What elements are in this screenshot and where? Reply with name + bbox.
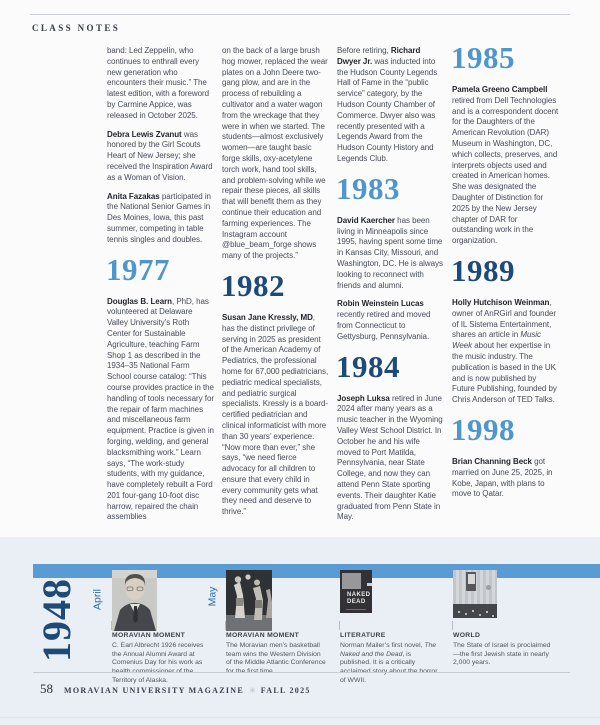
timeline-photo-assembly xyxy=(453,570,497,618)
issue-label: FALL 2025 xyxy=(260,686,311,695)
text-run: The State of Israel is proclaimed—the first Jewish state in nearly 2,000 years. xyxy=(453,641,551,667)
text-run: retired in June 2024 after many years as a music teacher in the Wyoming Valley West School District. In October he and his wife moved to Port Matilda, Pennsylvania, near State College, and now they can attend Penn State sporting events. Their daughter Katie graduated from Penn State in May. xyxy=(337,393,443,522)
page-edge-line xyxy=(0,717,600,718)
text-run: Before retiring, xyxy=(337,46,391,55)
footer-separator-icon: ✳ xyxy=(248,686,256,695)
year-heading-1985: 1985 xyxy=(451,40,515,75)
timeline-caption-text xyxy=(112,642,214,686)
person-name: Holly Hutchison Weinman xyxy=(452,297,550,307)
class-note-paragraph xyxy=(337,299,444,342)
timeline-caption xyxy=(340,632,442,686)
italic-title: Music Week xyxy=(452,330,541,351)
timeline-caption xyxy=(112,632,214,686)
timeline-photo-book-cover xyxy=(340,570,372,613)
text-run: recently retired and moved from Connecticut to Gettysburg, Pennsylvania. xyxy=(337,310,431,341)
text-run: Norman Mailer’s first novel, xyxy=(340,641,425,649)
year-heading-1983: 1983 xyxy=(336,170,400,206)
person-name: Brian Channing Beck xyxy=(452,456,532,466)
class-note-paragraph xyxy=(107,192,214,246)
book-cover-square xyxy=(342,573,361,589)
timeline-caption-text xyxy=(453,642,555,668)
italic-title: The Naked and the Dead xyxy=(340,641,437,658)
text-run: about her expertise in the music industry. The publication is based in the UK and is now published by Future Publishing, founded by Chris Anderson of TED Talks. xyxy=(452,341,557,405)
year-heading-1982: 1982 xyxy=(221,267,285,303)
timeline-month-april: April xyxy=(91,589,104,611)
text-run: The Moravian men’s basketball team wins the Western Division of the Middle Atlantic Conference for the first time. xyxy=(226,641,326,676)
timeline-entry xyxy=(340,570,442,684)
timeline-caption-text xyxy=(340,642,442,686)
class-note-paragraph xyxy=(222,46,329,262)
hall-banner xyxy=(466,572,476,591)
year-heading-1989: 1989 xyxy=(451,252,515,288)
timeline-entry xyxy=(453,570,555,680)
book-cover-title-line: NAKED xyxy=(347,592,371,598)
hall-crowd xyxy=(453,604,497,618)
year-heading-1998: 1998 xyxy=(451,411,515,447)
class-note-paragraph xyxy=(107,130,214,184)
hall-emblem xyxy=(486,585,491,590)
text-run: , PhD, has volunteered at Delaware Valley University’s Roth Center for Sustainable Agriculture, teaching Farm Shop 1 as described in the 1934–35 National Farm School course catalog: “This course provides practice in the handling of tools necessary for the repair of farm machines and miscellaneous farm equipment. Practice is given in forging, welding, and general blacksmithing work.” Learn says, “The work-study students, with my guidance, have completely rebuilt a Ford 201 four-gang 10-foot disc harrow, repaired the chain assemblies xyxy=(107,296,214,522)
timeline-section xyxy=(0,537,600,725)
timeline-tick xyxy=(452,621,453,630)
text-run: , is published. It is a critically acclaimed story about the horror of WWII. xyxy=(340,650,438,684)
timeline-entry xyxy=(112,570,214,684)
portrait-photo-graphic xyxy=(112,570,157,631)
class-note-paragraph xyxy=(452,85,559,247)
person-name: Douglas B. Learn xyxy=(107,296,172,306)
text-run: has been living in Minneapolis since 1995, having spent some time in Kansas City, Missouri, and Washington, DC. He is always looking to reconnect with friends and alumni. xyxy=(337,215,443,290)
text-run: participated in the National Senior Games in Des Moines, Iowa, this past summer, competing in table tennis singles and doubles. xyxy=(107,191,211,244)
book-cover-title-line: DEAD xyxy=(347,599,366,605)
timeline-entry xyxy=(226,570,328,680)
text-run: retired from Dell Technologies and is a correspondent docent for the Daughters of the American Revolution (DAR) Museum in Washington, DC, which collects, preserves, and interprets objects used and created in American homes. She was designated the Daughter of Distinction for 2025 by the New Jersey chapter of DAR for outstanding work in the organization. xyxy=(452,95,559,246)
text-run: on the back of a large brush hog mower, replaced the wear plates on a John Deere two-gang plow, and are in the process of rebuilding a cultivator and a water wagon from the wreckage that they were in when we started. The students—almost exclusively women—are taught basic forge skills, oxy-acetylene torch work, hand tool skills, and problem-solving while we repair these pieces, all skills that will benefit them as they continue their education and farming experiences. The Instagram account @blue_beam_forge shows many of the projects.” xyxy=(222,46,328,261)
text-run: got married on June 25, 2025, in Kobe, Japan, with plans to move to Qatar. xyxy=(452,456,553,499)
timeline-caption-title: WORLD xyxy=(453,632,481,639)
timeline-caption-title: MORAVIAN MOMENT xyxy=(226,632,300,639)
class-note-paragraph xyxy=(337,394,444,524)
hall-banner-portrait xyxy=(468,574,475,584)
text-run: , owner of AnRGirl and founder of IL Sistema Entertainment, shares an article in xyxy=(452,297,556,340)
class-note-paragraph xyxy=(107,297,214,524)
notes-column-4 xyxy=(451,40,559,508)
hall-crowd-dots xyxy=(458,611,460,613)
person-name: Robin Weinstein Lucas xyxy=(337,299,424,309)
magazine-name: MORAVIAN UNIVERSITY MAGAZINE xyxy=(64,686,244,695)
person-name: Pamela Greeno Campbell xyxy=(452,85,548,94)
timeline-month-may: May xyxy=(206,586,219,607)
timeline-caption-title: MORAVIAN MOMENT xyxy=(112,632,186,639)
person-name: Debra Lewis Zvanut xyxy=(107,129,182,139)
basketball-photo-graphic xyxy=(226,570,272,631)
text-run: band: Led Zeppelin, who continues to enthrall every new generation who encounters their music.” The latest edition, with a foreword by Carmine Appice, was released in October 2025. xyxy=(107,46,210,120)
timeline-photo-basketball xyxy=(226,570,272,631)
header-rule xyxy=(30,14,570,15)
year-heading-1984: 1984 xyxy=(336,348,400,384)
class-note-paragraph xyxy=(337,46,444,165)
timeline-tick xyxy=(339,621,340,630)
class-note-paragraph xyxy=(107,46,214,122)
notes-column-1 xyxy=(107,46,214,531)
notes-column-3 xyxy=(337,46,444,531)
section-kicker: CLASS NOTES xyxy=(32,23,121,33)
class-note-paragraph xyxy=(452,457,559,500)
page-number: 58 xyxy=(40,681,53,696)
timeline-caption xyxy=(453,632,555,668)
timeline-photo-portrait xyxy=(112,570,157,631)
class-note-paragraph xyxy=(337,216,444,292)
book-cover-footer-line xyxy=(346,609,366,610)
text-run: was inducted into the Hudson County Legends Hall of Fame in the “public service” category, by the Hudson County Chamber of Commerce. Dwyer also was recently presented with a Legends Award from the Hudson County History and Legends Club. xyxy=(337,56,438,163)
page-footer xyxy=(40,681,311,697)
person-name: Joseph Luksa xyxy=(337,393,390,403)
person-name: David Kaercher xyxy=(337,215,395,225)
class-note-paragraph xyxy=(452,298,559,406)
timeline-tick xyxy=(111,621,112,630)
year-heading-1977: 1977 xyxy=(106,251,170,287)
timeline-caption-title: LITERATURE xyxy=(340,632,386,639)
book-cover-tab xyxy=(367,583,372,586)
text-run: C. Earl Albrecht 1926 receives the Annual Alumni Award at Comenius Day for his work as health commissioner of the Territory of Alaska. xyxy=(112,641,204,684)
text-run: , has the distinct privilege of serving in 2025 as president of the American Academy of Pediatrics, the professional home for 67,000 pediatricians, pediatric medical specialists, and pediatric surgical specialists. Kressly is a board-certified pediatrician and clinical informaticist with more than 30 years’ experience. “Now more than ever,” she says, “we need fierce advocacy for all children to ensure that every child in every community gets what they need and deserve to thrive.” xyxy=(222,312,329,517)
person-name: Susan Jane Kressly, MD xyxy=(222,312,313,322)
footer-rule xyxy=(33,672,570,673)
timeline-tick xyxy=(225,621,226,630)
class-note-paragraph xyxy=(222,313,329,518)
timeline-year: 1948 xyxy=(34,578,79,662)
person-name: Richard Dwyer Jr. xyxy=(337,46,421,66)
notes-column-2 xyxy=(222,46,329,526)
text-run: was honored by the Girl Scouts Heart of New Jersey; she received the Inspiration Award as a Woman of Vision. xyxy=(107,129,213,182)
person-name: Anita Fazakas xyxy=(107,191,160,201)
timeline-caption xyxy=(226,632,328,677)
